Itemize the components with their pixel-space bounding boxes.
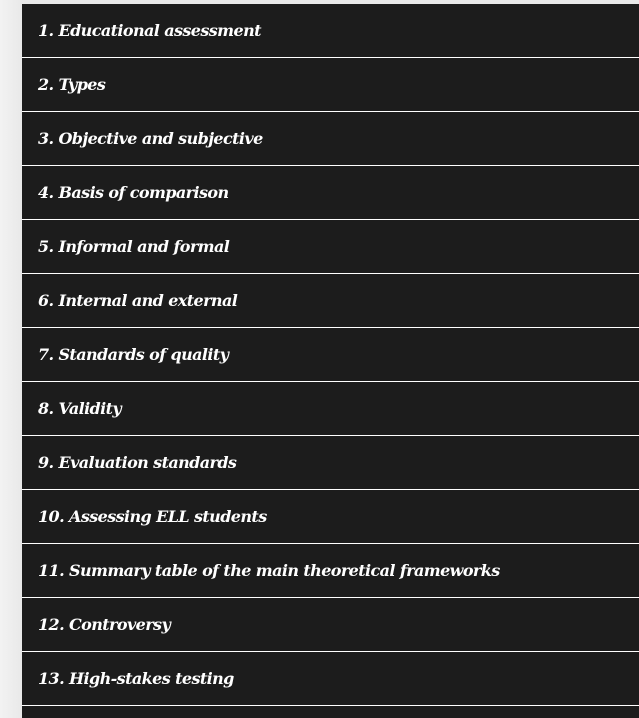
toc-item-label: 9. Evaluation standards — [38, 453, 237, 472]
toc-item-partial[interactable] — [22, 706, 639, 718]
toc-item-label: 8. Validity — [38, 399, 122, 418]
toc-item-label: 11. Summary table of the main theoretical frameworks — [38, 561, 500, 580]
toc-item-informal-and-formal[interactable] — [22, 220, 639, 273]
toc-item-label: 2. Types — [38, 75, 106, 94]
toc-item-controversy[interactable] — [22, 598, 639, 651]
toc-item-label: 3. Objective and subjective — [38, 129, 263, 148]
toc-item-summary-table[interactable] — [22, 544, 639, 597]
toc-item-evaluation-standards[interactable] — [22, 436, 639, 489]
toc-item-label: 13. High-stakes testing — [38, 669, 234, 688]
toc-item-internal-and-external[interactable] — [22, 274, 639, 327]
toc-item-label: 12. Controversy — [38, 615, 171, 634]
table-of-contents — [22, 4, 639, 718]
toc-item-label: 6. Internal and external — [38, 291, 238, 310]
toc-item-standards-of-quality[interactable] — [22, 328, 639, 381]
toc-item-label: 1. Educational assessment — [38, 21, 261, 40]
toc-item-objective-and-subjective[interactable] — [22, 112, 639, 165]
toc-item-high-stakes-testing[interactable] — [22, 652, 639, 705]
toc-item-label: 7. Standards of quality — [38, 345, 229, 364]
toc-item-label: 4. Basis of comparison — [38, 183, 229, 202]
toc-item-basis-of-comparison[interactable] — [22, 166, 639, 219]
toc-item-assessing-ell-students[interactable] — [22, 490, 639, 543]
toc-item-types[interactable] — [22, 58, 639, 111]
toc-item-label: 5. Informal and formal — [38, 237, 230, 256]
toc-item-educational-assessment[interactable] — [22, 4, 639, 57]
toc-item-validity[interactable] — [22, 382, 639, 435]
toc-item-label: 10. Assessing ELL students — [38, 507, 267, 526]
